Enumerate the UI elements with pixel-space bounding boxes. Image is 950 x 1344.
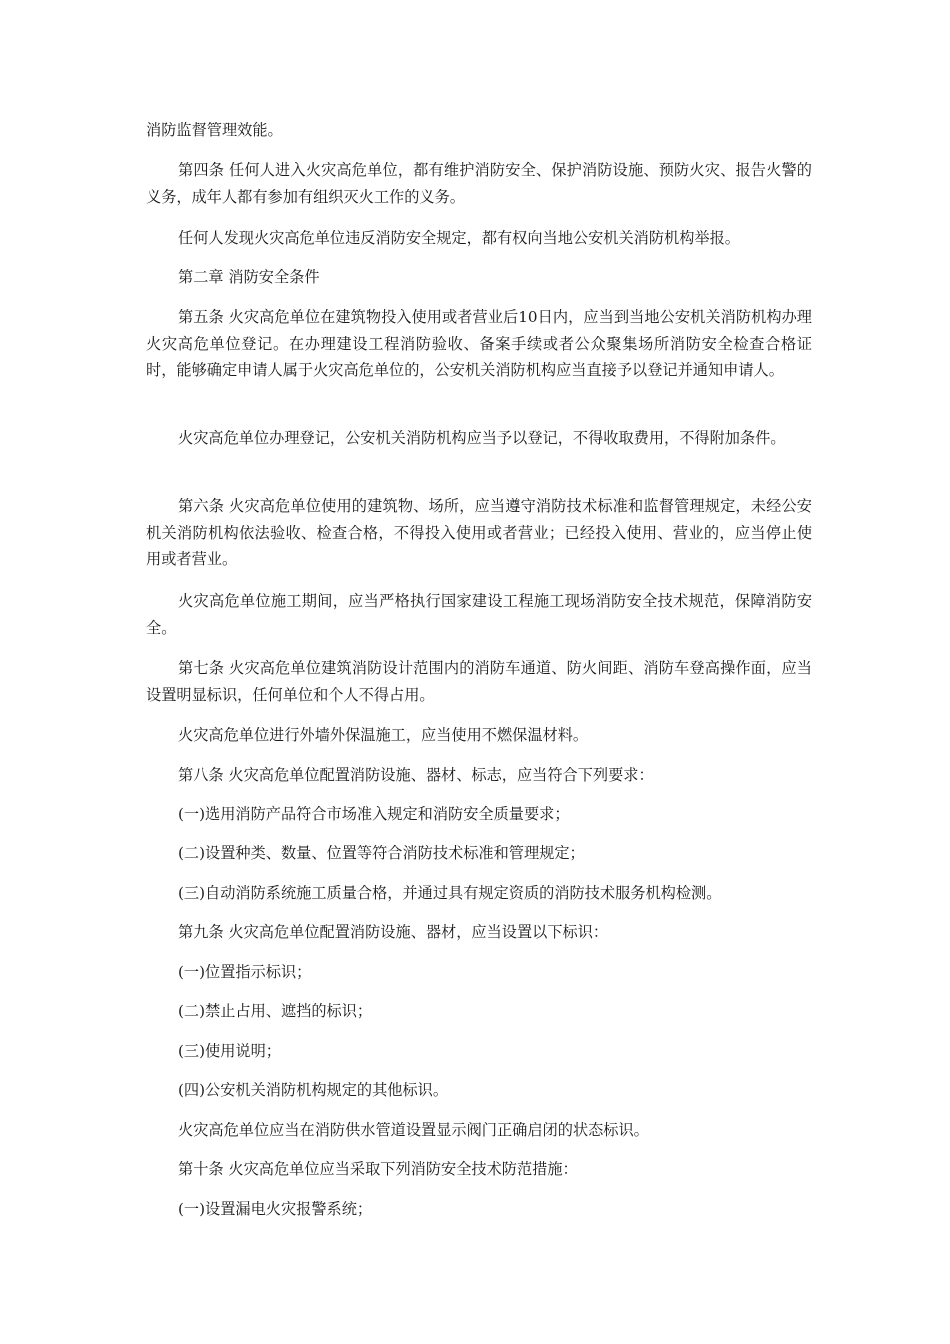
- paragraph-continuation: 消防监督管理效能。: [146, 121, 283, 139]
- article-7: 第七条 火灾高危单位建筑消防设计范围内的消防车通道、防火间距、消防车登高操作面，应当设置明显标识，任何单位和个人不得占用。: [146, 659, 812, 704]
- paragraph-report-right: 任何人发现火灾高危单位违反消防安全规定，都有权向当地公安机关消防机构举报。: [178, 229, 740, 247]
- chapter-2-heading: 第二章 消防安全条件: [178, 268, 320, 286]
- paragraph-insulation: 火灾高危单位进行外墙外保温施工，应当使用不燃保温材料。: [178, 726, 589, 744]
- article-4: 第四条 任何人进入火灾高危单位，都有维护消防安全、保护消防设施、预防火灾、报告火警的义务，成年人都有参加有组织灭火工作的义务。: [146, 161, 812, 206]
- list-item-9-1: (一)位置指示标识；: [178, 963, 312, 981]
- paragraph-valve-status: 火灾高危单位应当在消防供水管道设置显示阀门正确启闭的状态标识。: [178, 1121, 649, 1139]
- article-5: 第五条 火灾高危单位在建筑物投入使用或者营业后10日内，应当到当地公安机关消防机构办理火灾高危单位登记。在办理建设工程消防验收、备案手续或者公众聚集场所消防安全检查合格证时，能够确定申请人属于火灾高危单位的，公安机关消防机构应当直接予以登记并通知申请人。: [146, 308, 812, 380]
- list-item-9-3: (三)使用说明；: [178, 1042, 281, 1060]
- article-6: 第六条 火灾高危单位使用的建筑物、场所，应当遵守消防技术标准和监督管理规定，未经公安机关消防机构依法验收、检查合格，不得投入使用或者营业；已经投入使用、营业的，应当停止使用或者营业。: [146, 497, 812, 569]
- list-item-8-2: (二)设置种类、数量、位置等符合消防技术标准和管理规定；: [178, 844, 585, 862]
- list-item-8-1: (一)选用消防产品符合市场准入规定和消防安全质量要求；: [178, 805, 570, 823]
- paragraph-construction-period: 火灾高危单位施工期间，应当严格执行国家建设工程施工现场消防安全技术规范，保障消防安全。: [146, 592, 812, 637]
- article-9: 第九条 火灾高危单位配置消防设施、器材，应当设置以下标识：: [178, 923, 609, 941]
- paragraph-registration-fee: 火灾高危单位办理登记，公安机关消防机构应当予以登记，不得收取费用，不得附加条件。: [178, 429, 786, 447]
- list-item-8-3: (三)自动消防系统施工质量合格，并通过具有规定资质的消防技术服务机构检测。: [178, 884, 722, 902]
- article-10: 第十条 火灾高危单位应当采取下列消防安全技术防范措施：: [178, 1160, 578, 1178]
- list-item-10-1: (一)设置漏电火灾报警系统；: [178, 1200, 373, 1218]
- article-8: 第八条 火灾高危单位配置消防设施、器材、标志，应当符合下列要求：: [178, 766, 654, 784]
- list-item-9-4: (四)公安机关消防机构规定的其他标识。: [178, 1081, 449, 1099]
- list-item-9-2: (二)禁止占用、遮挡的标识；: [178, 1002, 373, 1020]
